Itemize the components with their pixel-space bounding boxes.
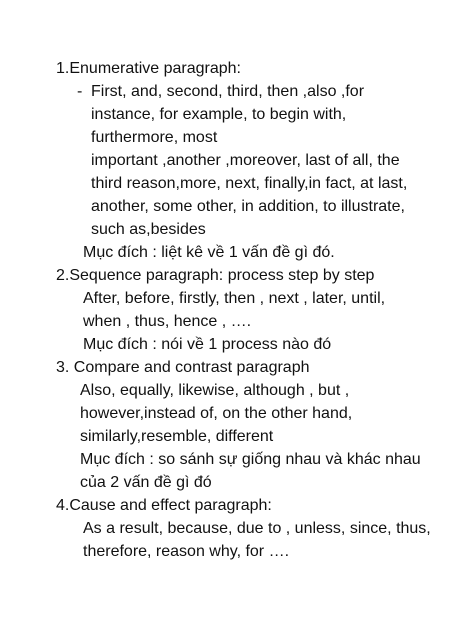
section-4-line-1: As a result, because, due to , unless, since, thus, — [83, 520, 431, 537]
section-3-purpose-line-1: Mục đích : so sánh sự giống nhau và khác nhau — [80, 451, 421, 468]
section-2-purpose: Mục đích : nói về 1 process nào đó — [83, 336, 332, 353]
section-1-line-7: such as,besides — [91, 221, 206, 238]
bullet-dash: - — [77, 83, 83, 100]
section-1-heading: 1.Enumerative paragraph: — [56, 60, 241, 77]
section-3-line-1: Also, equally, likewise, although , but , — [80, 382, 350, 399]
section-1-line-3: furthermore, most — [91, 129, 218, 146]
section-2-line-2: when , thus, hence , …. — [83, 313, 252, 330]
section-2-line-1: After, before, firstly, then , next , later, until, — [83, 290, 386, 307]
section-1-line-4: important ,another ,moreover, last of all, the — [91, 152, 400, 169]
section-1-line-6: another, some other, in addition, to illustrate, — [91, 198, 405, 215]
section-4-heading: 4.Cause and effect paragraph: — [56, 497, 272, 514]
section-2-heading: 2.Sequence paragraph: process step by step — [56, 267, 375, 284]
section-3-purpose-line-2: của 2 vấn đề gì đó — [80, 474, 212, 491]
section-3-line-2: however,instead of, on the other hand, — [80, 405, 353, 422]
section-3-line-3: similarly,resemble, different — [80, 428, 274, 445]
section-1-line-2: instance, for example, to begin with, — [91, 106, 347, 123]
section-3-heading: 3. Compare and contrast paragraph — [56, 359, 310, 376]
section-1-line-1: First, and, second, third, then ,also ,for — [91, 83, 365, 100]
section-1-purpose: Mục đích : liệt kê về 1 vấn đề gì đó. — [83, 244, 335, 261]
section-1-line-5: third reason,more, next, finally,in fact, at last, — [91, 175, 408, 192]
section-4-line-2: therefore, reason why, for …. — [83, 543, 290, 560]
